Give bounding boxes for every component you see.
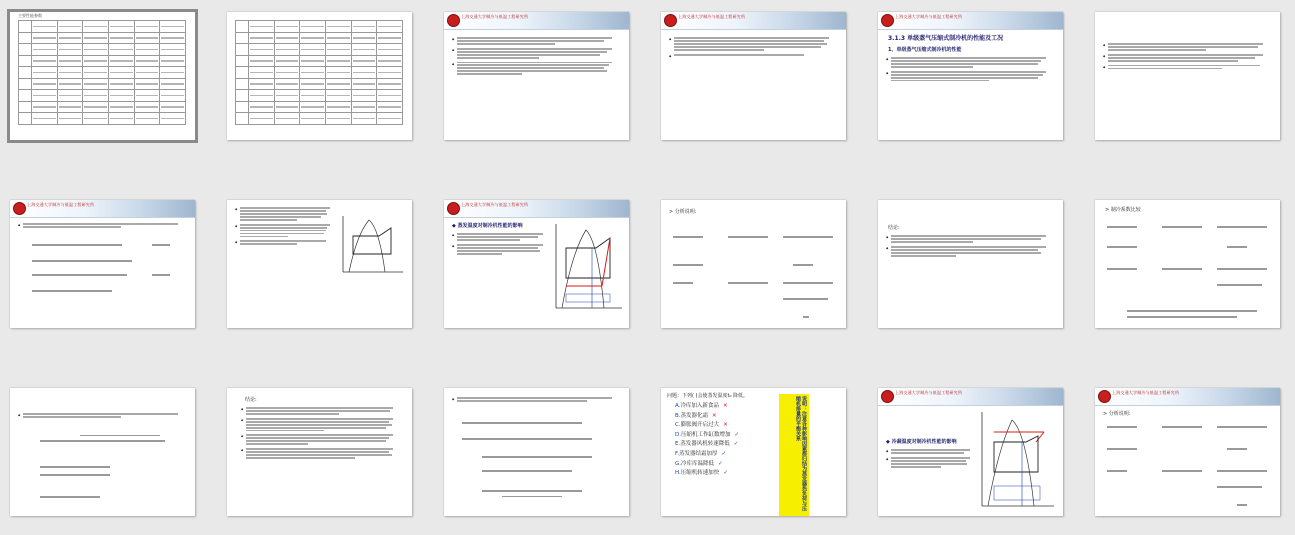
school-name: 上海交通大学制冷与低温工程研究所 [895,14,963,19]
bullet-list [886,234,1054,260]
slide-heading: 结论: [888,225,900,231]
school-name: 上海交通大学制冷与低温工程研究所 [461,202,529,207]
bullet-list [452,396,620,405]
university-logo-icon [447,14,460,27]
quiz-option-b: B.蒸发器化霜 ✕ [675,412,717,419]
slide-thumbnail-14[interactable] [227,388,412,516]
slide-subtitle: 1、单级蒸气压缩式制冷机的性能 [888,47,962,53]
data-table [18,20,186,125]
slide-thumbnail-11[interactable] [878,200,1063,328]
slide-thumbnail-6[interactable] [1095,12,1280,140]
slide-heading: ◆ 冷凝温度对制冷机性能的影响 [886,439,957,445]
school-name: 上海交通大学制冷与低温工程研究所 [1112,390,1180,395]
quiz-option-c: C.膨胀阀开启过大 ✕ [675,422,728,429]
bullet-list [241,406,401,462]
check-mark-icon: ✓ [721,450,727,457]
ph-diagram [339,214,405,274]
university-logo-icon [13,202,26,215]
university-logo-icon [1098,390,1111,403]
bullet-list [1103,42,1271,72]
check-mark-icon: ✓ [734,431,740,438]
slide-heading: > 分析说明: [669,209,697,215]
slide-thumbnail-12[interactable] [1095,200,1280,328]
quiz-question: 问题：下列( )会使蒸发温度t₀ 降低。 [667,393,749,399]
quiz-options [675,402,739,479]
ph-diagram-condensing [978,410,1056,510]
quiz-option-e: E.蒸发器风机转速降低 ✓ [675,441,739,448]
check-mark-icon: ✓ [718,460,723,467]
bullet-list [18,222,186,231]
quiz-option-d: D.压缩机工作缸数增加 ✓ [675,431,740,438]
slide-thumbnail-8[interactable] [227,200,412,328]
school-name: 上海交通大学制冷与低温工程研究所 [27,202,95,207]
bullet-list [886,448,974,471]
formula-block [32,240,172,300]
bullet-list [235,206,335,248]
quiz-option-h: H.压缩机转速加快 ✓ [675,470,728,477]
formula-block [40,432,170,502]
slide-thumbnail-15[interactable] [444,388,629,516]
school-name: 上海交通大学制冷与低温工程研究所 [461,14,529,19]
slide-header [661,12,846,30]
slide-thumbnail-10[interactable] [661,200,846,328]
slide-thumbnail-13[interactable] [10,388,195,516]
ph-diagram-evaporating [552,222,624,312]
slide-thumbnail-3[interactable] [444,12,629,140]
slide-thumbnail-1[interactable] [10,12,195,140]
slide-header [10,200,195,218]
slide-header [878,388,1063,406]
slide-heading: 结论: [245,397,257,403]
slide-thumbnail-18[interactable] [1095,388,1280,516]
wrong-mark-icon: ✕ [722,403,728,409]
bullet-list [452,36,620,78]
bullet-list [669,36,837,59]
formula-block [1107,418,1272,514]
wrong-mark-icon: ✕ [712,412,717,419]
quiz-option-g: G.冷库库温降低 ✓ [675,460,723,467]
school-name: 上海交通大学制冷与低温工程研究所 [895,390,963,395]
slide-header [444,200,629,218]
slide-heading: > 分析说明: [1103,411,1131,417]
bullet-list [18,412,186,421]
slide-heading: > 制冷系数比较 [1105,207,1141,213]
bullet-list [452,232,547,258]
university-logo-icon [881,390,894,403]
slide-title: 3.1.3 单级蒸气压缩式制冷机的性能及工况 [888,35,1004,42]
slide-header [878,12,1063,30]
slide-thumbnail-17[interactable] [878,388,1063,516]
slide-header [1095,388,1280,406]
school-name: 上海交通大学制冷与低温工程研究所 [678,14,746,19]
table-caption: 主要性能参数 [18,13,42,18]
slide-header [444,12,629,30]
slide-thumbnail-16[interactable] [661,388,846,516]
check-mark-icon: ✓ [733,441,739,448]
bullet-list [886,56,1054,84]
formula-block [462,416,612,512]
check-mark-icon: ✓ [723,470,728,477]
university-logo-icon [447,202,460,215]
data-table [235,20,403,125]
wrong-mark-icon: ✕ [723,422,728,429]
university-logo-icon [881,14,894,27]
slide-thumbnail-7[interactable] [10,200,195,328]
formula-block [673,222,838,322]
slide-thumbnail-4[interactable] [661,12,846,140]
slide-heading: ◆ 蒸发温度对制冷机性能的影响 [452,223,523,229]
highlight-note: 说明：注意各种影响因素都归结为蒸发器热负荷与压缩机排量的平衡关系 [779,394,809,516]
slide-thumbnail-9[interactable] [444,200,629,328]
slide-thumbnail-2[interactable] [227,12,412,140]
quiz-option-a: A.冷库加入新食品 ✕ [675,403,728,409]
slide-thumbnail-5[interactable] [878,12,1063,140]
slide-grid [10,12,1280,516]
formula-block [1107,218,1272,326]
university-logo-icon [664,14,677,27]
quiz-option-f: F.蒸发器结霜加厚 ✓ [675,450,727,457]
